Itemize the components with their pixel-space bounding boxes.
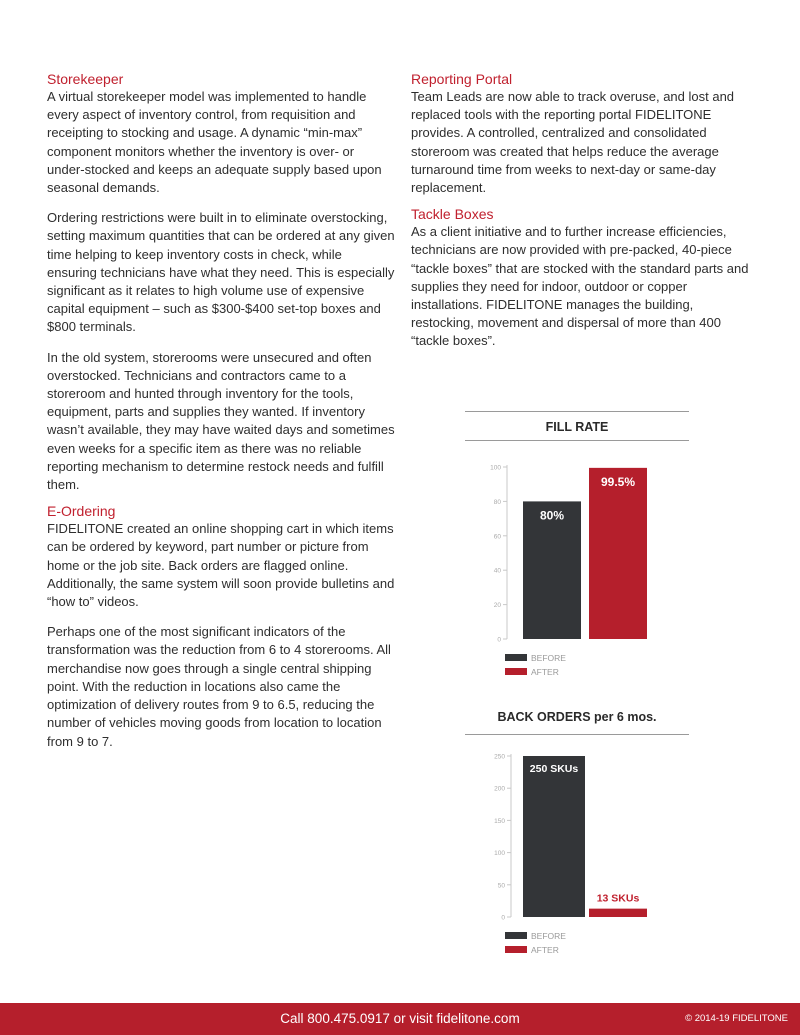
eordering-paragraph-2: Perhaps one of the most significant indicators of the transformation was the reduction from 6 to 4 storerooms. All merchandise now goes through a single central shipping point. With the reduction in locations also came the optimization of delivery routes from 9 to 6.5, reducing the number of vehicles moving goods from location to location from 9 to 7. <box>47 624 391 749</box>
legend-swatch-after <box>505 668 527 675</box>
y-tick-label: 20 <box>493 602 501 610</box>
fill-rate-plot <box>465 451 689 676</box>
reporting-portal-paragraph: Team Leads are now able to track overuse, and lost and replaced tools with the reporting portal FIDELITONE provides. A controlled, centralized and consolidated storeroom was created that helps reduce the average turnaround time from weeks to next-day or same-day replacement. <box>411 89 735 196</box>
bar-data-label: 250 SKUs <box>529 763 579 775</box>
footer-contact[interactable]: Call 800.475.0917 or visit fidelitone.com <box>280 1011 520 1026</box>
right-column <box>411 70 751 363</box>
storekeeper-paragraph-3: In the old system, storerooms were unsecured and often overstocked. Technicians and contractors came to a storeroom and hunted through inventory for the tools, equipment, parts and supplies they wanted. If inventory wasn’t available, they may have waited days and sometimes even weeks for a specific item as there was no reliable reporting mechanism to determine restock needs and fulfill them. <box>47 349 395 493</box>
footer-copyright: © 2014-19 FIDELITONE <box>685 1013 788 1024</box>
legend-label-before: BEFORE <box>531 931 566 941</box>
chart-title-rule <box>465 734 689 735</box>
eordering-paragraph-1: FIDELITONE created an online shopping cart in which items can be ordered by keyword, part number or picture from home or the job site. Back orders are flagged online. Additionally, the same system will soon provide bulletins and “how to” videos. <box>47 521 395 610</box>
y-tick-label: 50 <box>497 882 505 890</box>
y-tick-label: 40 <box>493 567 501 575</box>
y-tick-label: 100 <box>490 464 501 472</box>
legend-swatch-before <box>505 932 527 939</box>
bar-data-label: 80% <box>539 508 565 523</box>
y-tick-label: 60 <box>493 533 501 541</box>
y-tick-label: 150 <box>494 817 505 825</box>
reporting-portal-heading: Reporting Portal <box>411 71 513 87</box>
y-tick-label: 80 <box>493 498 501 506</box>
left-column <box>47 70 395 763</box>
bar-after <box>589 909 647 917</box>
legend-label-before: BEFORE <box>531 653 566 663</box>
storekeeper-paragraph-1: A virtual storekeeper model was implemented to handle every aspect of inventory control, from requisition and receipting to stocking and usage. A dynamic “min-max” component monitors whether the inventory is over- or under-stocked and keeps an adequate supply based upon seasonal demands. <box>47 89 382 196</box>
chart-top-rule <box>465 411 689 412</box>
tackle-boxes-paragraph: As a client initiative and to further increase efficiencies, technicians are now provided with pre-packed, 40-piece “tackle boxes” that are stocked with the standard parts and supplies they need for indoor, outdoor or copper installations. FIDELITONE manages the building, restocking, movement and dispersal of more than 400 “tackle boxes”. <box>411 224 749 349</box>
bar-data-label: 99.5% <box>600 474 636 489</box>
y-tick-label: 0 <box>497 636 501 644</box>
footer-bar <box>0 1003 800 1035</box>
eordering-heading: E-Ordering <box>47 503 116 520</box>
legend-swatch-after <box>505 946 527 953</box>
chart-title-rule <box>465 440 689 441</box>
legend-swatch-before <box>505 654 527 661</box>
bar-before <box>523 756 585 917</box>
legend-label-after: AFTER <box>531 945 559 955</box>
bar-after <box>589 468 647 639</box>
chart-title: BACK ORDERS per 6 mos. <box>497 710 657 724</box>
y-tick-label: 100 <box>494 850 505 858</box>
fill-rate-chart <box>465 411 689 676</box>
tackle-boxes-heading: Tackle Boxes <box>411 206 494 223</box>
y-tick-label: 0 <box>501 914 505 922</box>
back-orders-plot <box>465 740 689 995</box>
y-tick-label: 200 <box>494 785 505 793</box>
y-tick-label: 250 <box>494 753 505 761</box>
bar-data-label: 13 SKUs <box>596 892 640 905</box>
storekeeper-paragraph-2: Ordering restrictions were built in to eliminate overstocking, setting maximum quantities that can be ordered at any given time helping to keep inventory costs in check, while ensuring technicians have what they need. This is especially significant as it relates to high volume use of expensive capital equipment – such as $300-$400 set-top boxes and $800 terminals. <box>47 210 395 335</box>
storekeeper-heading: Storekeeper <box>47 71 124 87</box>
legend-label-after: AFTER <box>531 667 559 676</box>
back-orders-chart <box>465 700 689 965</box>
chart-title: FILL RATE <box>545 420 609 434</box>
